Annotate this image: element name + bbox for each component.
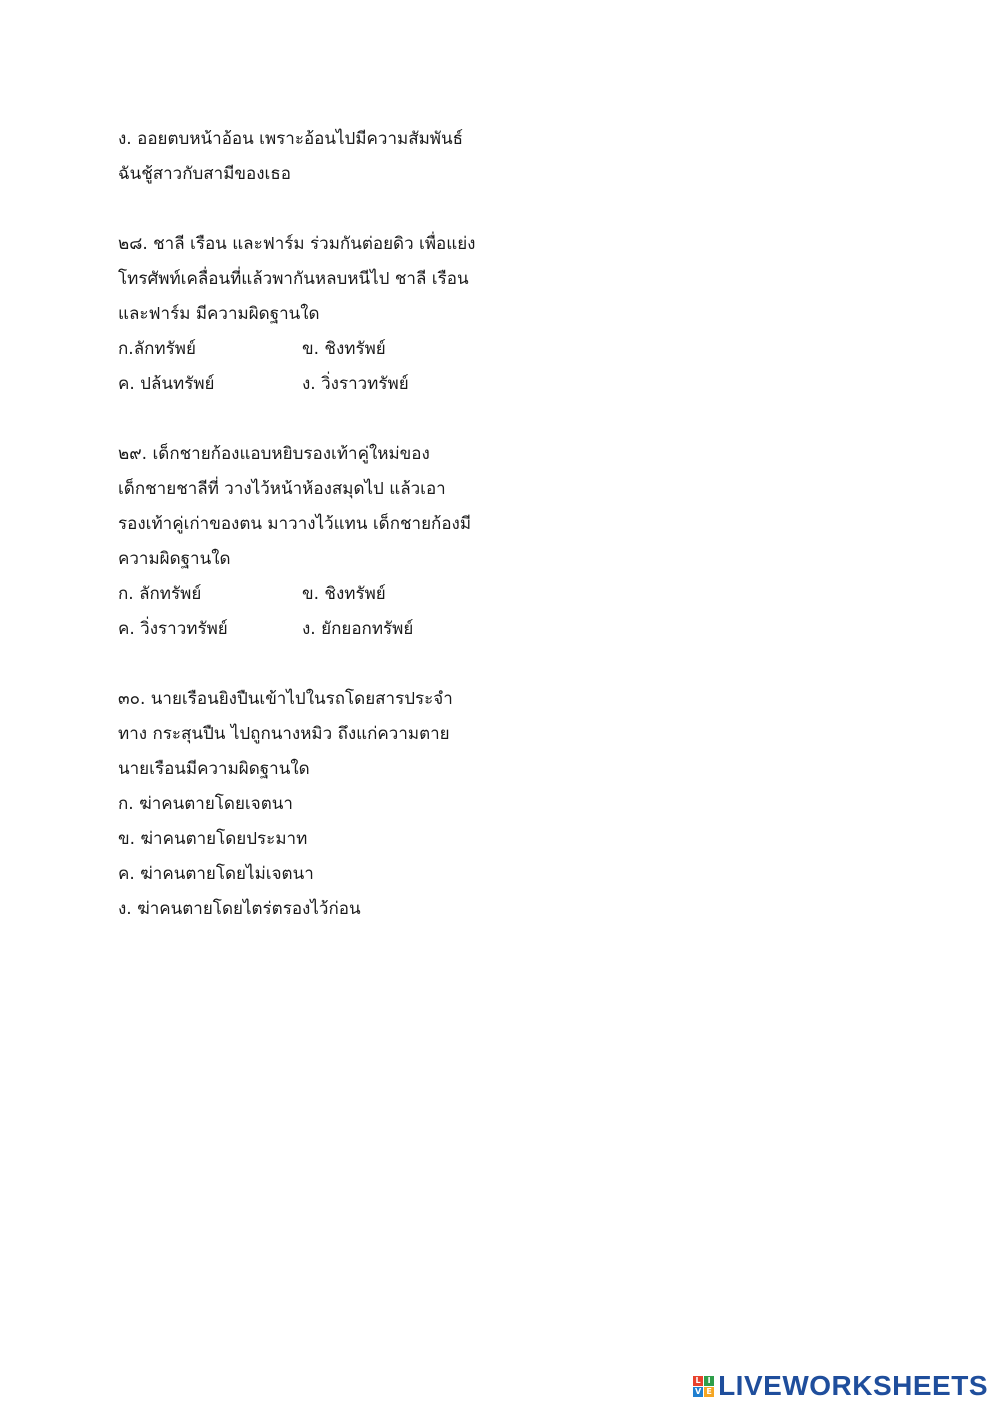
question-30-option-b: ข. ฆ่าคนตายโดยประมาท [118,829,308,849]
question-29-text-line-4: ความผิดฐานใด [118,549,231,569]
question-30-text-line-3: นายเรือนมีความผิดฐานใด [118,759,310,779]
question-28-text-line-1: ๒๘. ชาลี เรือน และฟาร์ม ร่วมกันต่อยดิว เพื่อแย่ง [118,234,476,254]
question-29-text-line-3: รองเท้าคู่เก่าของตน มาวางไว้แทน เด็กชายก้องมี [118,514,472,534]
question-30 [118,682,538,927]
question-29-option-d: ง. ยักยอกทรัพย์ [302,619,414,639]
question-30-text-line-1: ๓๐. นายเรือนยิงปืนเข้าไปในรถโดยสารประจำ [118,689,453,709]
question-28-option-a: ก.ลักทรัพย์ [118,339,196,359]
question-30-option-a: ก. ฆ่าคนตายโดยเจตนา [118,794,293,814]
question-29-option-b: ข. ชิงทรัพย์ [302,584,386,604]
question-30-option-d: ง. ฆ่าคนตายโดยไตร่ตรองไว้ก่อน [118,899,361,919]
question-28-option-c: ค. ปล้นทรัพย์ [118,374,215,394]
logo-tile-v: V [694,1386,702,1396]
question-27-option-d-line-1: ง. ออยตบหน้าอ้อน เพราะอ้อนไปมีความสัมพันธ์ [118,129,464,149]
question-28-option-b: ข. ชิงทรัพย์ [302,339,386,359]
question-28-text-line-3: และฟาร์ม มีความผิดฐานใด [118,304,320,324]
question-28-text-line-2: โทรศัพท์เคลื่อนที่แล้วพากันหลบหนีไป ชาลี เรือน [118,269,469,289]
logo-tile-e: E [704,1387,714,1397]
liveworksheets-logo-icon [693,1376,714,1397]
logo-tile-i: I [704,1376,714,1386]
question-29 [118,437,538,647]
question-29-text-line-2: เด็กชายชาลีที่ วางไว้หน้าห้องสมุดไป แล้วเอา [118,479,446,499]
question-28 [118,227,538,402]
question-27-option-d-line-2: ฉันชู้สาวกับสามีของเธอ [118,164,291,184]
question-28-option-d: ง. วิ่งราวทรัพย์ [302,374,409,394]
logo-tile-l: L [693,1376,703,1386]
liveworksheets-watermark [693,1370,988,1402]
question-27-tail [118,122,538,192]
liveworksheets-wordmark: LIVEWORKSHEETS [718,1370,988,1401]
question-30-option-c: ค. ฆ่าคนตายโดยไม่เจตนา [118,864,314,884]
question-29-option-a: ก. ลักทรัพย์ [118,584,202,604]
question-30-text-line-2: ทาง กระสุนปืน ไปถูกนางหมิว ถึงแก่ความตาย [118,724,450,744]
worksheet-content [118,122,538,927]
question-29-option-c: ค. วิ่งราวทรัพย์ [118,619,228,639]
question-29-text-line-1: ๒๙. เด็กชายก้องแอบหยิบรองเท้าคู่ใหม่ของ [118,444,430,464]
